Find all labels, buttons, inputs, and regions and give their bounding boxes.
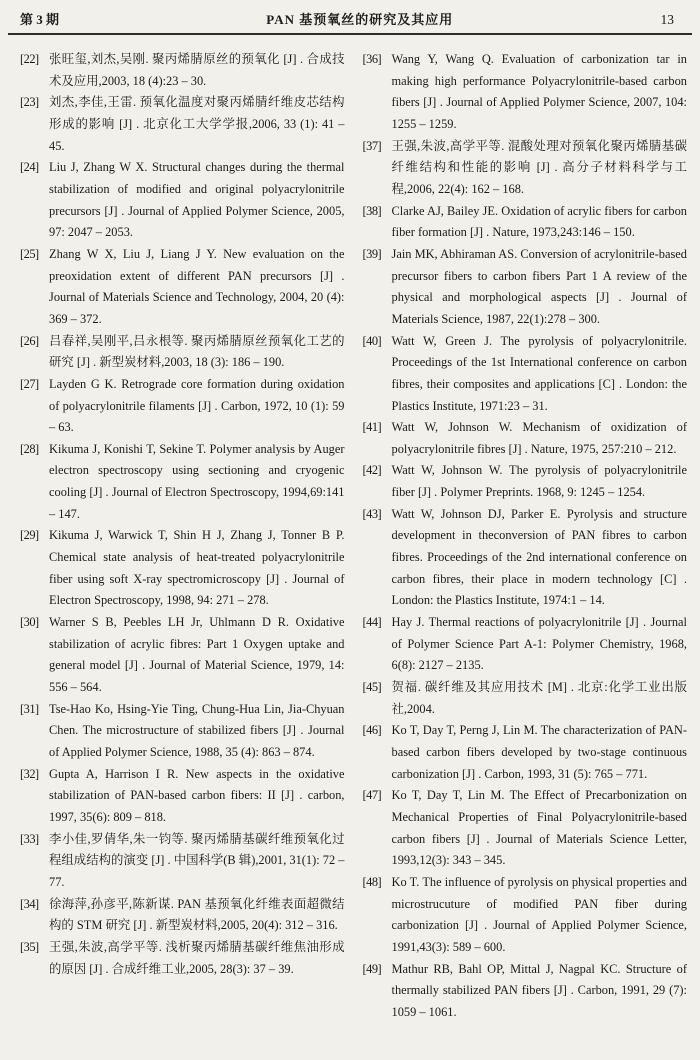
reference-number: [39] — [362, 246, 382, 261]
reference-text: 贺福. 碳纤维及其应用技术 [M] . 北京:化学工业出版社,2004. — [391, 680, 687, 716]
reference-item — [20, 829, 345, 894]
reference-item — [363, 504, 688, 612]
reference-text: Mathur RB, Bahl OP, Mittal J, Nagpal KC. Structure of thermally stabilized PAN fibers [J] . Carbon, 1991, 29 (7): 1059 – 1061. — [391, 961, 687, 1019]
reference-number: [33] — [20, 831, 39, 846]
reference-item — [20, 764, 345, 829]
reference-item — [363, 677, 688, 720]
reference-text: Watt W, Johnson W. Mechanism of oxidization of polyacrylonitrile fibres [J] . Nature, 1975, 257:210 – 212. — [391, 420, 687, 456]
reference-item — [363, 612, 688, 677]
reference-text: Ko T. The influence of pyrolysis on physical properties and microstrucuture of modified PAN fiber during carbonization [J] . Journal of Applied Polymer Science, 1991,43(3): 589 – 600. — [391, 874, 687, 954]
page-header — [0, 0, 700, 30]
reference-item — [363, 201, 688, 244]
reference-item — [20, 374, 345, 439]
reference-text: Ko T, Day T, Lin M. The Effect of Precarbonization on Mechanical Properties of Final Polyacrylonitrile-based carbon fibers [J] . Journal of Materials Science Letter, 1993,12(3): 343 – 345. — [391, 788, 687, 868]
reference-item — [20, 244, 345, 331]
reference-text: Clarke AJ, Bailey JE. Oxidation of acrylic fibers for carbon fiber formation [J] . Nature, 1973,243:146 – 150. — [391, 203, 687, 240]
reference-number: [34] — [20, 896, 39, 911]
reference-number: [41] — [362, 420, 382, 435]
reference-text: Zhang W X, Liu J, Liang J Y. New evaluation on the preoxidation extent of different PAN precursors [J] . Journal of Materials Science and Technology, 2004, 20 (4): 369 – 372. — [49, 246, 345, 326]
reference-number: [27] — [20, 376, 39, 391]
reference-number: [32] — [20, 766, 39, 781]
reference-text: Jain MK, Abhiraman AS. Conversion of acrylonitrile-based precursor fibers to carbon fibers Part 1 A review of the physical and morphological aspects [J] . Journal of Materials Science, 1987, 22(1):278 – 300. — [391, 246, 687, 326]
reference-text: Kikuma J, Warwick T, Shin H J, Zhang J, Tonner B P. Chemical state analysis of heat-treated polyacrylonitrile fiber using soft X-ray spectromicroscopy [J] . Journal of Electron Spectroscopy, 1998, 94: 271 – 278. — [49, 528, 345, 608]
reference-item — [20, 525, 345, 612]
reference-text: 王强,朱波,高学平等. 浅析聚丙烯腈基碳纤维焦油形成的原因 [J] . 合成纤维工业,2005, 28(3): 37 – 39. — [49, 939, 345, 976]
reference-text: Hay J. Thermal reactions of polyacrylonitrile [J] . Journal of Polymer Science Part A-1: Polymer Chemistry, 1968, 6(8): 2127 – 2135. — [391, 615, 687, 673]
reference-text: Watt W, Johnson W. The pyrolysis of polyacrylonitrile fiber [J] . Polymer Preprints. 1968, 9: 1245 – 1254. — [391, 463, 687, 500]
reference-text: Watt W, Green J. The pyrolysis of polyacrylonitrile. Proceedings of the 1st International conference on carbon fibres, their composites and applications [C] . London: the Plastics Institute, 1971:23 – 31. — [391, 333, 687, 413]
reference-item — [363, 872, 688, 959]
reference-number: [26] — [20, 333, 39, 348]
reference-text: Watt W, Johnson DJ, Parker E. Pyrolysis and structure development in theconversion of PAN fibres to carbon fibres. Proceedings of the 2nd international conference on carbon fibres, their place in modern technology [C] . London: the Plastics Institute, 1974:1 – 14. — [391, 506, 687, 608]
reference-item — [20, 157, 345, 244]
reference-text: Gupta A, Harrison I R. New aspects in the oxidative stabilization of PAN-based carbon fibers: II [J] . carbon, 1997, 35(6): 809 – 818. — [49, 766, 345, 824]
reference-text: 张旺玺,刘杰,吴刚. 聚丙烯腈原丝的预氧化 [J] . 合成技术及应用,2003, 18 (4):23 – 30. — [49, 52, 345, 88]
reference-text: 吕春祥,吴刚平,吕永根等. 聚丙烯腈原丝预氧化工艺的研究 [J] . 新型炭材料,2003, 18 (3): 186 – 190. — [49, 333, 345, 370]
reference-list-right — [363, 49, 688, 1024]
reference-item — [363, 959, 688, 1024]
reference-text: 王强,朱波,高学平等. 混酸处理对预氧化聚丙烯腈基碳纤维结构和性能的影响 [J] . 高分子材料科学与工程,2006, 22(4): 162 – 168. — [391, 138, 687, 196]
reference-number: [47] — [362, 788, 382, 803]
reference-item — [363, 136, 688, 201]
reference-number: [37] — [362, 138, 382, 153]
reference-number: [22] — [20, 52, 39, 66]
reference-item — [363, 49, 688, 136]
reference-number: [28] — [20, 441, 39, 456]
reference-number: [29] — [20, 528, 39, 543]
reference-item — [363, 720, 688, 785]
reference-number: [49] — [362, 961, 382, 976]
reference-text: Warner S B, Peebles LH Jr, Uhlmann D R. Oxidative stabilization of acrylic fibres: Part 1 Oxygen uptake and general model [J] . Journal of Material Science, 1979, 14: 556 – 564. — [49, 615, 345, 695]
reference-number: [25] — [20, 246, 39, 261]
reference-list-left — [20, 49, 345, 1024]
reference-number: [38] — [362, 203, 382, 218]
reference-item — [363, 460, 688, 503]
reference-item — [20, 331, 345, 374]
reference-text: Ko T, Day T, Perng J, Lin M. The characterization of PAN-based carbon fibers developed by two-stage continuous carbonization [J] . Carbon, 1993, 31 (5): 765 – 771. — [391, 723, 687, 781]
reference-item — [20, 937, 345, 980]
reference-number: [23] — [20, 95, 39, 110]
reference-item — [20, 439, 345, 526]
reference-number: [30] — [20, 615, 39, 630]
reference-text: Liu J, Zhang W X. Structural changes during the thermal stabilization of modified and original polyacrylonitrile precursors [J] . Journal of Applied Polymer Science, 2005, 97: 2047 – 2053. — [49, 160, 345, 240]
reference-number: [31] — [20, 701, 39, 716]
reference-item — [20, 894, 345, 937]
reference-number: [35] — [20, 939, 39, 954]
reference-item — [363, 331, 688, 418]
reference-item — [20, 49, 345, 92]
reference-number: [40] — [362, 333, 382, 348]
reference-item — [20, 612, 345, 699]
reference-columns — [0, 35, 700, 1024]
reference-text: 刘杰,李佳,王雷. 预氧化温度对聚丙烯腈纤维皮芯结构形成的影响 [J] . 北京化工大学学报,2006, 33 (1): 41 – 45. — [49, 95, 345, 153]
reference-text: Wang Y, Wang Q. Evaluation of carbonization tar in making high performance Polyacrylonitrile-based carbon fibers [J] . Journal of Applied Polymer Science, 2007, 104: 1255 – 1259. — [391, 52, 687, 131]
reference-number: [44] — [362, 615, 382, 630]
reference-number: [42] — [362, 463, 382, 478]
reference-text: 徐海萍,孙彦平,陈新谋. PAN 基预氧化纤维表面超微结构的 STM 研究 [J] . 新型炭材料,2005, 20(4): 312 – 316. — [49, 896, 345, 933]
reference-text: Layden G K. Retrograde core formation during oxidation of polyacrylonitrile filaments [J] . Carbon, 1972, 10 (1): 59 – 63. — [49, 376, 345, 435]
reference-text: Kikuma J, Konishi T, Sekine T. Polymer analysis by Auger electron spectroscopy using sectioning and cryogenic cooling [J] . Journal of Electron Spectroscopy, 1994,69:141 – 147. — [49, 441, 345, 521]
reference-text: Tse-Hao Ko, Hsing-Yie Ting, Chung-Hua Lin, Jia-Chyuan Chen. The microstructure of stabilized fibers [J] . Journal of Applied Polymer Science, 1988, 35 (4): 863 – 874. — [49, 701, 345, 759]
reference-number: [36] — [362, 52, 382, 66]
reference-number: [48] — [362, 874, 382, 889]
reference-item — [20, 699, 345, 764]
reference-item — [363, 785, 688, 872]
running-title: PAN 基预氧丝的研究及其应用 — [266, 12, 454, 27]
journal-issue: 第 3 期 — [20, 12, 60, 27]
reference-text: 李小佳,罗倩华,朱一钧等. 聚丙烯腈基碳纤维预氧化过程组成结构的演变 [J] . 中国科学(B 辑),2001, 31(1): 72 – 77. — [49, 831, 345, 889]
reference-number: [45] — [362, 680, 382, 695]
reference-number: [24] — [20, 160, 39, 175]
reference-number: [46] — [362, 723, 382, 738]
page-number: 13 — [660, 12, 674, 27]
reference-item — [363, 244, 688, 331]
reference-number: [43] — [362, 506, 382, 521]
reference-item — [363, 417, 688, 460]
reference-item — [20, 92, 345, 157]
